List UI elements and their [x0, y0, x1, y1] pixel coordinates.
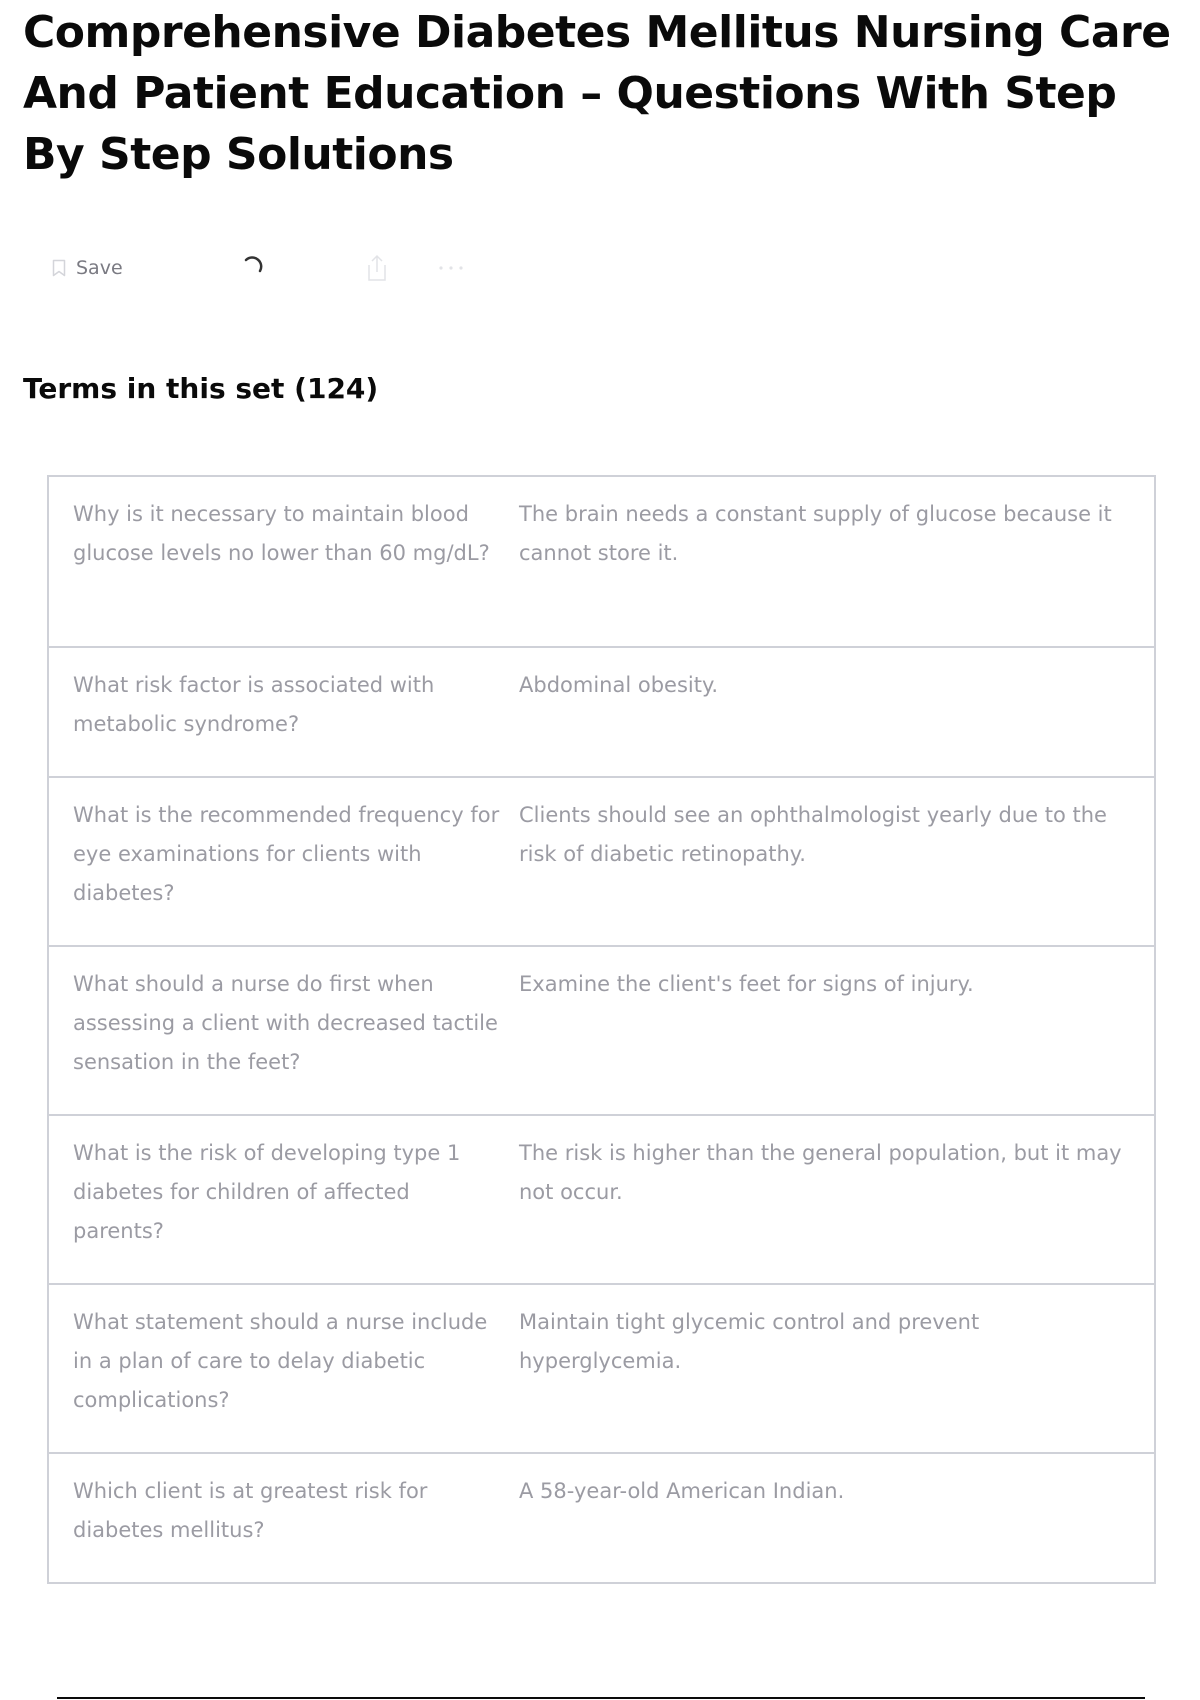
term-question: What is the risk of developing type 1 diabetes for children of affected parents?	[73, 1141, 461, 1243]
term-answer: Examine the client's feet for signs of injury.	[519, 972, 974, 996]
term-question: What is the recommended frequency for eye examinations for clients with diabetes?	[73, 803, 500, 905]
term-row[interactable]	[49, 776, 1154, 945]
action-toolbar	[52, 248, 512, 288]
share-button[interactable]	[364, 248, 390, 288]
save-label: Save	[76, 257, 123, 279]
more-icon	[436, 263, 466, 273]
term-question: What risk factor is associated with metabolic syndrome?	[73, 673, 435, 736]
bottom-divider	[57, 1697, 1145, 1699]
term-answer: A 58-year-old American Indian.	[519, 1479, 845, 1503]
refresh-icon	[242, 254, 266, 282]
terms-table	[47, 475, 1156, 1584]
term-row[interactable]	[49, 646, 1154, 776]
more-options-button[interactable]	[436, 248, 466, 288]
term-question: What should a nurse do first when assessing a client with decreased tactile sensation in the feet?	[73, 972, 498, 1074]
term-question: Which client is at greatest risk for diabetes mellitus?	[73, 1479, 428, 1542]
term-answer: Abdominal obesity.	[519, 673, 719, 697]
term-row[interactable]	[49, 1283, 1154, 1452]
page-title: Comprehensive Diabetes Mellitus Nursing Care And Patient Education – Questions With Step By Step Solutions	[23, 7, 1171, 180]
term-row[interactable]	[49, 1114, 1154, 1283]
term-row[interactable]	[49, 477, 1154, 646]
term-question: Why is it necessary to maintain blood glucose levels no lower than 60 mg/dL?	[73, 502, 490, 565]
term-row[interactable]	[49, 1452, 1154, 1582]
term-question: What statement should a nurse include in a plan of care to delay diabetic complications?	[73, 1310, 488, 1412]
term-row[interactable]	[49, 945, 1154, 1114]
term-answer: The risk is higher than the general population, but it may not occur.	[519, 1141, 1122, 1204]
bookmark-icon	[52, 259, 66, 277]
term-answer: Maintain tight glycemic control and prevent hyperglycemia.	[519, 1310, 980, 1373]
terms-heading: Terms in this set (124)	[23, 372, 379, 405]
term-answer: Clients should see an ophthalmologist yearly due to the risk of diabetic retinopathy.	[519, 803, 1107, 866]
refresh-button[interactable]	[242, 248, 266, 288]
save-button[interactable]	[52, 248, 123, 288]
share-icon	[364, 253, 390, 283]
term-answer: The brain needs a constant supply of glucose because it cannot store it.	[519, 502, 1112, 565]
